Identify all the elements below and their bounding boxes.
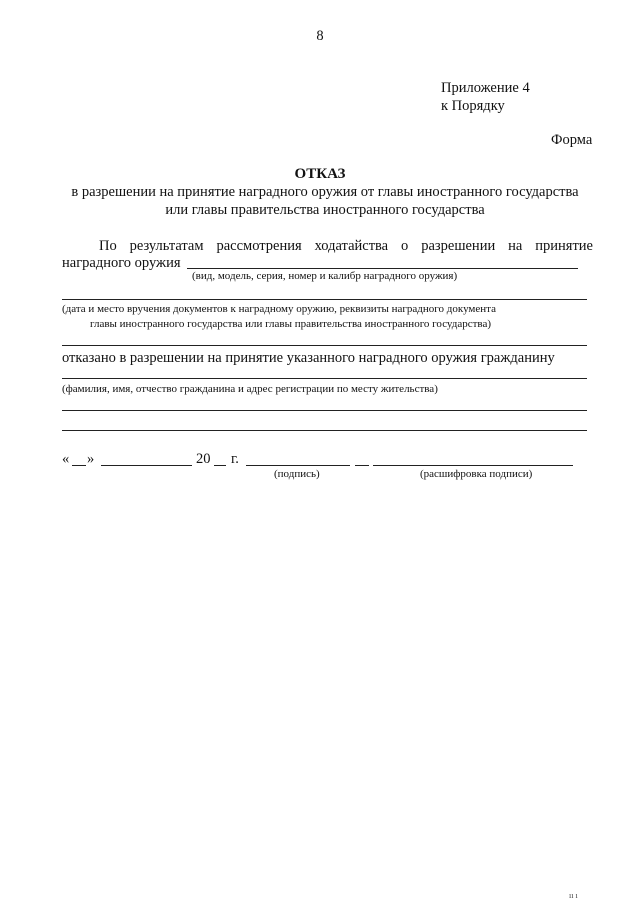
citizen-blank-line-2	[62, 410, 587, 411]
hint-signature: (подпись)	[274, 468, 320, 480]
year-suffix: г.	[231, 451, 239, 467]
subtitle-line-2: или главы правительства иностранного государства	[165, 202, 485, 218]
appendix-line-1: Приложение 4	[441, 80, 530, 96]
subtitle-line-1: в разрешении на принятие наградного оружия от главы иностранного государства	[71, 184, 579, 200]
signature-separator-blank	[355, 465, 369, 466]
paragraph-line-1: По результатам рассмотрения ходатайства о разрешении на принятие	[99, 238, 593, 254]
documents-blank-line	[62, 299, 587, 300]
form-label: Форма	[551, 132, 593, 148]
page-number: 8	[316, 28, 324, 44]
hint-decoding: (расшифровка подписи)	[420, 468, 533, 480]
citizen-blank-line-3	[62, 430, 587, 431]
footer-mark: ıı ı	[569, 891, 578, 900]
refusal-text: отказано в разрешении на принятие указанного наградного оружия гражданину	[62, 350, 555, 366]
hint-citizen: (фамилия, имя, отчество гражданина и адрес регистрации по месту жительства)	[62, 383, 438, 395]
documents-blank-line-2	[62, 345, 587, 346]
month-blank	[101, 465, 192, 466]
weapon-blank-line	[187, 268, 578, 269]
date-close-quote: »	[87, 451, 95, 467]
document-title: ОТКАЗ	[294, 166, 346, 182]
hint-documents-line-1: (дата и место вручения документов к наградному оружию, реквизиты наградного документа	[62, 303, 496, 315]
hint-weapon: (вид, модель, серия, номер и калибр наградного оружия)	[192, 270, 458, 282]
year-prefix: 20	[196, 451, 211, 467]
signature-blank	[246, 465, 350, 466]
year-blank	[214, 465, 226, 466]
decoding-blank	[373, 465, 573, 466]
hint-documents-line-2: главы иностранного государства или главы правительства иностранного государства)	[90, 318, 492, 330]
citizen-blank-line	[62, 378, 587, 379]
appendix-line-2: к Порядку	[441, 98, 505, 114]
paragraph-line-2-prefix: наградного оружия	[62, 255, 181, 271]
date-open-quote: «	[62, 451, 70, 467]
day-blank	[72, 465, 86, 466]
